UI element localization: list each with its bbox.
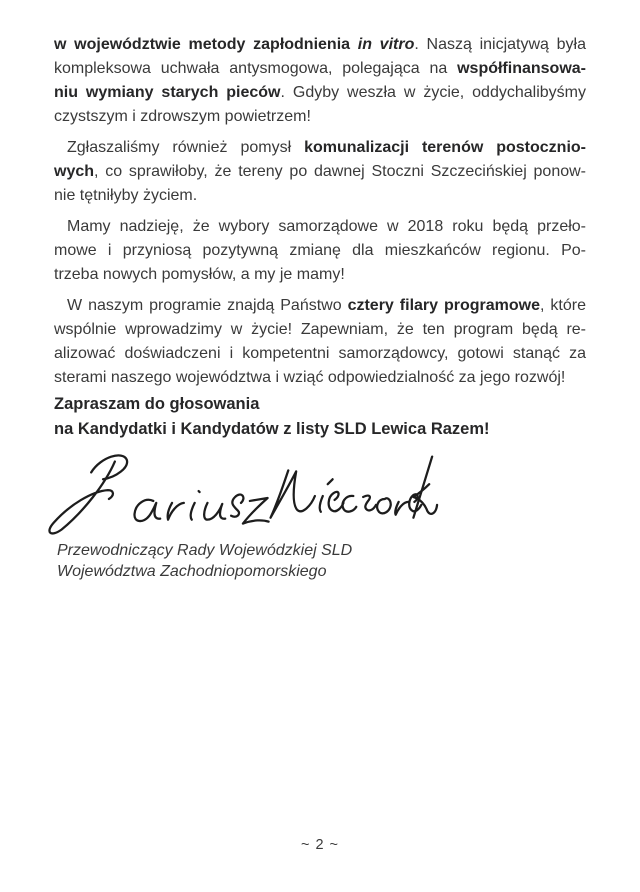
text-line: wych, co sprawiłoby, że tereny po dawnej Stoczni Szczecińskiej ponow- — [54, 163, 586, 180]
signer-role-line-1: Przewodniczący Rady Wojewódzkiej SLD — [57, 542, 353, 559]
text-line: trzeba nowych pomysłów, a my je mamy! — [54, 266, 345, 283]
signer-role-line-2: Województwa Zachodniopomorskiego — [57, 563, 327, 580]
text-line: Mamy nadzieję, że wybory samorządowe w 2018 roku będą przeło- — [67, 218, 586, 235]
paragraph — [54, 33, 586, 129]
cta-line-1: Zapraszam do głosowania — [54, 395, 260, 413]
handwritten-signature — [38, 446, 442, 548]
text-line: niu wymiany starych pieców. Gdyby weszła w życie, oddychalibyśmy — [54, 84, 586, 101]
body-text — [54, 33, 586, 397]
voting-call-to-action — [54, 392, 490, 442]
text-line: Zgłaszaliśmy również pomysł komunalizacji terenów postocznio- — [67, 139, 587, 156]
text-line: W naszym programie znajdą Państwo cztery filary programowe, które — [67, 297, 586, 314]
paragraph — [54, 294, 586, 390]
text-line: wspólnie wprowadzimy w życie! Zapewniam, że ten program będą re- — [54, 321, 586, 338]
cta-line-2: na Kandydatki i Kandydatów z listy SLD Lewica Razem! — [54, 420, 490, 438]
text-line: alizować doświadczeni i kompetentni samorządowcy, gotowi stanąć za — [54, 345, 586, 362]
paragraph — [54, 215, 586, 287]
text-line: kompleksowa uchwała antysmogowa, polegająca na współfinansowa- — [54, 60, 586, 77]
text-line: sterami naszego województwa i wziąć odpowiedzialność za jego rozwój! — [54, 369, 566, 386]
paragraph — [54, 136, 586, 208]
text-line: w województwie metody zapłodnienia in vitro. Naszą inicjatywą była — [54, 36, 586, 53]
page-number: ~ 2 ~ — [300, 837, 340, 853]
text-line: czystszym i zdrowszym powietrzem! — [54, 108, 311, 125]
signer-credentials — [57, 540, 352, 582]
text-line: nie tętniłyby życiem. — [54, 187, 198, 204]
signature-strokes — [38, 446, 442, 548]
text-line: mowe i przyniosą pozytywną zmianę dla mieszkańców regionu. Po- — [54, 242, 586, 259]
